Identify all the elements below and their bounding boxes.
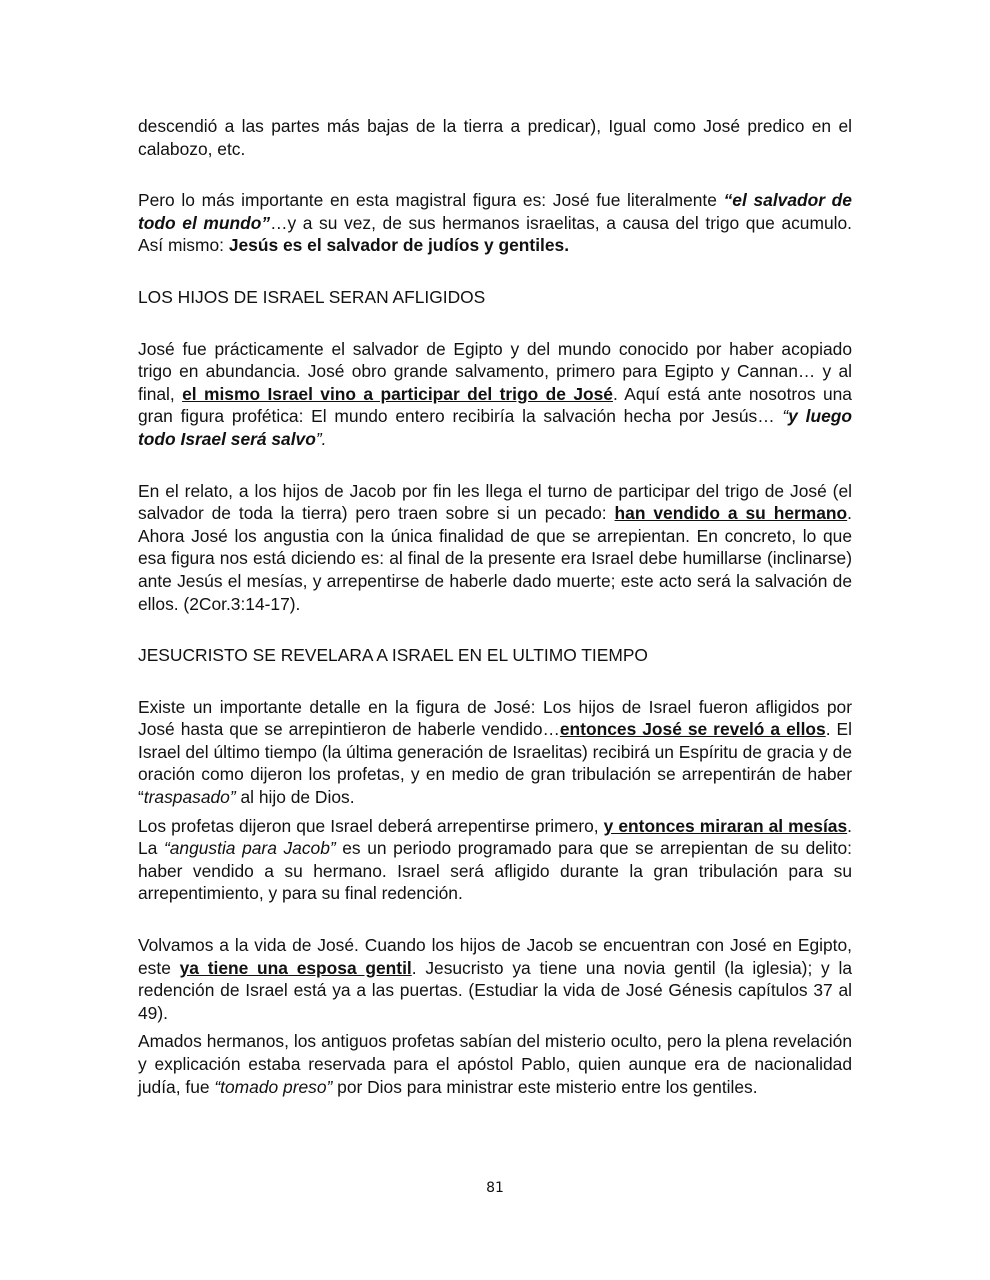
italic-text: “angustia para Jacob” bbox=[163, 838, 336, 859]
text-run: Volvamos a la vida de José. Cuando los hijos de Jacob se encuentran con José en Egipto, este bbox=[138, 935, 852, 978]
paragraph-3 bbox=[138, 338, 852, 451]
text-run: Existe un importante detalle en la figura de José: Los hijos de Israel fueron afligidos por José hasta que se arrepintieron de haberle vendido… bbox=[138, 696, 852, 740]
text-run: Pero lo más importante en esta magistral figura es: José fue literalmente bbox=[138, 190, 724, 211]
page-body bbox=[138, 115, 852, 1127]
paragraph-4 bbox=[138, 480, 852, 616]
underlined-bold-text: y entonces miraran al mesías bbox=[603, 815, 848, 836]
text-run: descendió a las partes más bajas de la tierra a predicar), Igual como José predico en el calabozo, etc. bbox=[138, 116, 852, 159]
quote-mark: “ bbox=[782, 406, 789, 427]
paragraph-1 bbox=[138, 115, 852, 160]
bold-text: Jesús es el salvador de judíos y gentiles. bbox=[228, 235, 570, 256]
quote-mark: ”. bbox=[315, 428, 327, 449]
text-run: José fue prácticamente el salvador de Egipto y del mundo conocido por haber acopiado trigo en abundancia. José obro grande salvamento, primero para Egipto y Cannan… y al final, bbox=[138, 338, 852, 404]
text-run: al hijo de Dios. bbox=[235, 787, 355, 808]
paragraph-7 bbox=[138, 934, 852, 1024]
paragraph-2 bbox=[138, 189, 852, 257]
page-number: 81 bbox=[486, 1180, 504, 1196]
text-run: por Dios para ministrar este misterio entre los gentiles. bbox=[332, 1076, 758, 1097]
text-run: . Jesucristo ya tiene una novia gentil (la iglesia); y la redención de Israel está ya a las puertas. (Estudiar la vida de José Génesis capítulos 37 al 49). bbox=[138, 957, 853, 1023]
underlined-bold-text: ya tiene una esposa gentil bbox=[179, 957, 412, 978]
section-heading-2: JESUCRISTO SE REVELARA A ISRAEL EN EL ULTIMO TIEMPO bbox=[138, 645, 648, 666]
italic-text: traspasado” bbox=[143, 787, 236, 808]
underlined-bold-text: entonces José se reveló a ellos bbox=[559, 719, 826, 740]
text-run: Amados hermanos, los antiguos profetas sabían del misterio oculto, pero la plena revelación y explicación estaba reservada para el apóstol Pablo, quien aunque era de nacionalidad judía, fue bbox=[138, 1031, 852, 1097]
italic-text: “tomado preso” bbox=[214, 1076, 333, 1097]
paragraph-5 bbox=[138, 696, 852, 809]
text-run: . El Israel del último tiempo (la última generación de Israelitas) recibirá un Espíritu de gracia y de oración como dijeron los profetas, y en medio de gran tribulación se arrepentirán de haber “ bbox=[138, 719, 852, 808]
paragraph-8 bbox=[138, 1030, 852, 1098]
text-run: Los profetas dijeron que Israel deberá arrepentirse primero, bbox=[138, 815, 604, 836]
emphasis-text: y luego todo Israel será salvo bbox=[138, 406, 852, 449]
text-run: …y a su vez, de sus hermanos israelitas, a causa del trigo que acumulo. Así mismo: bbox=[138, 212, 853, 256]
underlined-bold-text: han vendido a su hermano bbox=[614, 503, 848, 524]
text-run: En el relato, a los hijos de Jacob por fin les llega el turno de participar del trigo de José (el salvador de toda la tierra) pero traen sobre si un pecado: bbox=[138, 480, 852, 524]
text-run: . Ahora José los angustia con la única finalidad de que se arrepientan. En concreto, lo que esa figura nos está diciendo es: al final de la presente era Israel debe humillarse (inclinarse) ante Jesús el mesías, y arrepentirse de haberle dado muerte; este acto será la salvación de ellos. (2Cor.3:14-17). bbox=[138, 503, 852, 614]
section-heading-1: LOS HIJOS DE ISRAEL SERAN AFLIGIDOS bbox=[138, 286, 486, 307]
paragraph-6 bbox=[138, 815, 852, 905]
text-run: . La bbox=[138, 815, 852, 859]
emphasis-text: “el salvador de todo el mundo” bbox=[138, 190, 852, 233]
text-run: es un periodo programado para que se arrepientan de su delito: haber vendido a su hermano. Israel será afligido durante la gran tribulación para su arrepentimiento, y para su final redención. bbox=[138, 838, 852, 904]
underlined-bold-text: el mismo Israel vino a participar del trigo de José bbox=[182, 383, 613, 404]
text-run: . Aquí está ante nosotros una gran figura profética: El mundo entero recibiría la salvación hecha por Jesús… bbox=[138, 383, 852, 427]
